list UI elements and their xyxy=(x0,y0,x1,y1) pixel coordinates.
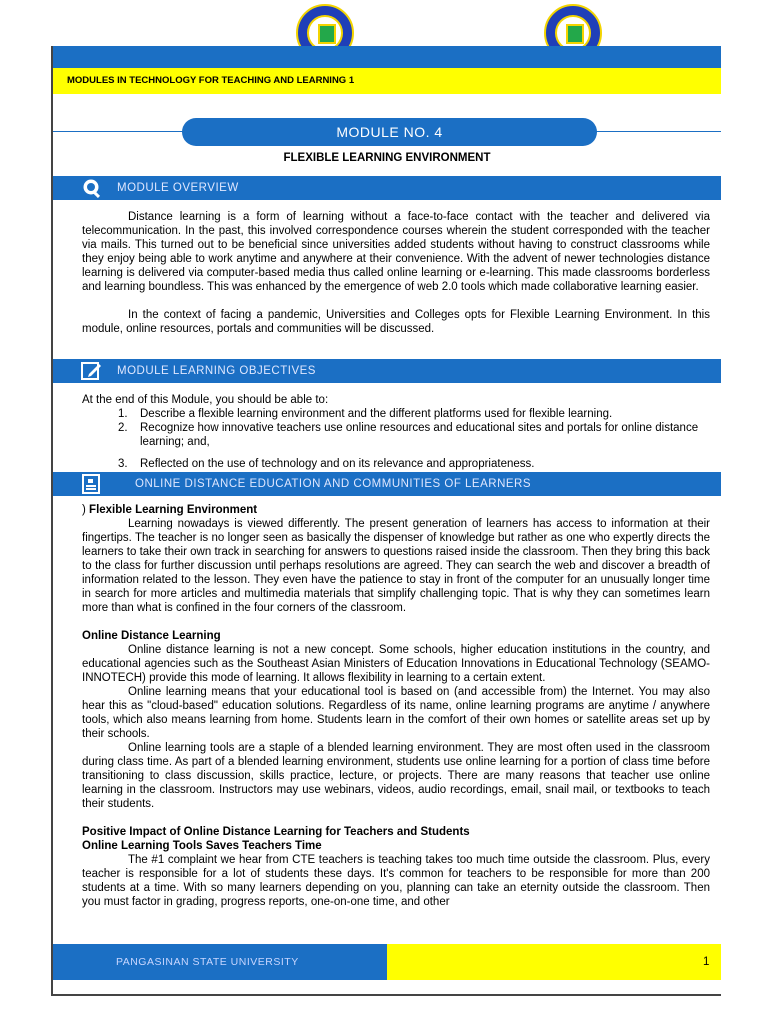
list-number: 1. xyxy=(118,408,128,420)
objectives-intro: At the end of this Module, you should be able to: xyxy=(82,394,329,406)
footer-university: PANGASINAN STATE UNIVERSITY xyxy=(116,956,299,968)
objectives-list xyxy=(82,393,710,471)
paragraph: Online learning tools are a staple of a blended learning environment. They are most often used in the classroom during class time. As part of a blended learning environment, students use online learning for a portion of class time before transitioning to class discussion, skills practice, lecture, or projects. There are many reasons that teacher use online learning in the classroom. Instructors may use webinars, videos, audio recordings, email, snail mail, or textbooks to teach their students. xyxy=(82,742,710,810)
search-icon xyxy=(81,178,103,198)
paragraph: The #1 complaint we hear from CTE teachers is teaching takes too much time outside the classroom. Plus, every teacher is responsible for a lot of students these days. It's common for teachers to be responsible for more than 200 students at a time. With so many learners depending on you, planning can take an eternity outside the classroom. Then you must factor in grading, progress reports, one-on-one time, and other xyxy=(82,854,710,908)
paragraph: Online learning means that your educational tool is based on (and accessible from) the Internet. You may also hear this as "cloud-based" education solutions. Regardless of its name, online learning programs are anytime / anywhere tools, which also means learning from home. Students learn in the comfort of their own homes or satellite areas set up by their schools. xyxy=(82,686,710,740)
bullet: ) xyxy=(82,504,86,516)
subheading: Online Distance Learning xyxy=(82,630,221,642)
page-number: 1 xyxy=(703,956,710,968)
section-title: MODULE LEARNING OBJECTIVES xyxy=(117,365,316,377)
list-text: Reflected on the use of technology and on its relevance and appropriateness. xyxy=(140,458,535,470)
paragraph: In the context of facing a pandemic, Universities and Colleges opts for Flexible Learning Environment. In this module, online resources, portals and communities will be discussed. xyxy=(82,309,710,335)
list-number: 3. xyxy=(118,458,128,470)
module-number: MODULE NO. 4 xyxy=(182,118,597,146)
list-item xyxy=(82,421,710,449)
section-title: MODULE OVERVIEW xyxy=(117,182,239,194)
list-item xyxy=(82,407,710,421)
paragraph: Distance learning is a form of learning without a face-to-face contact with the teacher and delivered via telecommunication. In the past, this involved correspondence courses wherein the student corresponded with the teacher via mails. This turned out to be beneficial since universities added students without having to construct classrooms while they enjoy being able to work anytime and anywhere at their convenience. With the advent of newer technologies distance learning is delivered via computer-based media thus called online learning or e-learning. This made classrooms borderless and learning boundless. This was enhanced by the emergence of web 2.0 tools which made collaborative learning easier. xyxy=(82,211,710,293)
module-subtitle: FLEXIBLE LEARNING ENVIRONMENT xyxy=(283,152,491,164)
header-title: MODULES IN TECHNOLOGY FOR TEACHING AND LEARNING 1 xyxy=(53,68,721,94)
subheading-text: Flexible Learning Environment xyxy=(89,504,258,516)
header-blue-bar xyxy=(53,46,721,68)
footer-yellow-bar xyxy=(387,944,721,980)
overview-text xyxy=(82,210,710,336)
paragraph: Learning nowadays is viewed differently. The present generation of learners has access to information at their fingertips. The teacher is no longer seen as basically the dispenser of knowledge but rather as one who expertly directs the learners to take their own track in searching for answers to questions raised inside the classroom. Then they bring this back to the class for further discussion until perhaps resolutions are agreed. They can search the web and discover a breadth of information related to the lesson. They even have the patience to stay in front of the computer for an unusually longer time in search for more articles and multimedia materials that simplify challenging topic. That is why they can sometimes learn more than what is confined in the four corners of the classroom. xyxy=(82,518,710,614)
document-icon xyxy=(81,474,103,494)
list-text: Recognize how innovative teachers use online resources and educational sites and portals for online distance learning; and, xyxy=(140,422,699,448)
subheading: Positive Impact of Online Distance Learning for Teachers and Students xyxy=(82,826,470,838)
online-text xyxy=(82,503,710,909)
list-number: 2. xyxy=(118,422,128,434)
section-bar-online xyxy=(53,472,721,496)
list-item xyxy=(82,457,710,471)
subheading: Online Learning Tools Saves Teachers Time xyxy=(82,840,322,852)
section-title: ONLINE DISTANCE EDUCATION AND COMMUNITIES OF LEARNERS xyxy=(135,478,532,490)
page-frame-bottom xyxy=(51,994,721,996)
paragraph: Online distance learning is not a new concept. Some schools, higher education institutions in the country, and educational agencies such as the Southeast Asian Ministers of Education Innovations in Educational Technology (SEAMO-INNOTECH) provide this mode of learning. It allows flexibility in learning to a certain extent. xyxy=(82,644,710,684)
section-bar-overview xyxy=(53,176,721,200)
list-text: Describe a flexible learning environment and the different platforms used for flexible learning. xyxy=(140,408,613,420)
section-bar-objectives xyxy=(53,359,721,383)
subheading xyxy=(82,503,710,517)
edit-icon xyxy=(81,361,103,381)
